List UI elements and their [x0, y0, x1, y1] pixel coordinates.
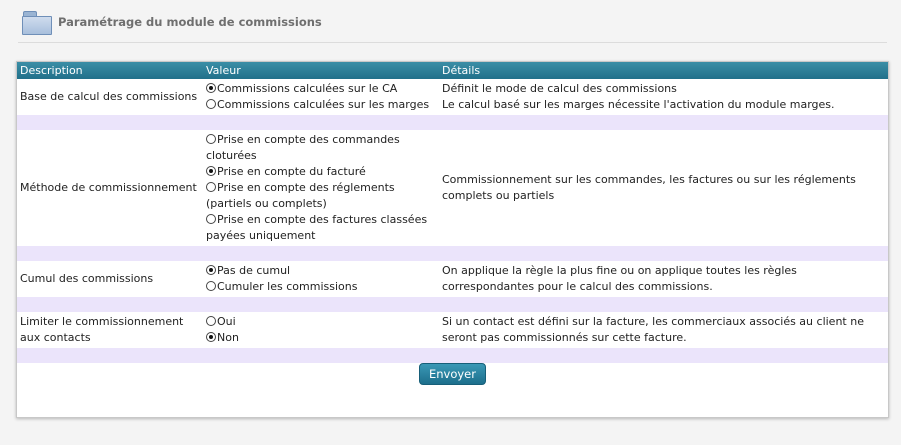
radio-option[interactable]: [206, 314, 436, 330]
radio-unchecked-icon[interactable]: [206, 182, 216, 192]
radio-option-label: Pas de cumul: [217, 264, 291, 277]
radio-checked-icon[interactable]: [206, 332, 216, 342]
setting-label: Cumul des commissions: [20, 272, 154, 285]
radio-option-label: Prise en compte du facturé: [217, 165, 366, 178]
setting-label: Limiter le commissionnement aux contacts: [20, 315, 184, 344]
setting-row: [17, 312, 888, 348]
radio-option-label: Commissions calculées sur le CA: [217, 82, 398, 95]
spacer-row: [17, 297, 888, 312]
radio-unchecked-icon[interactable]: [206, 134, 216, 144]
radio-unchecked-icon[interactable]: [206, 214, 216, 224]
setting-options: [203, 130, 439, 246]
setting-options: [203, 261, 439, 297]
radio-option[interactable]: [206, 81, 436, 97]
submit-button[interactable]: Envoyer: [419, 363, 486, 385]
spacer-row: [17, 115, 888, 130]
settings-table: [17, 62, 888, 363]
radio-option[interactable]: [206, 279, 436, 295]
radio-option[interactable]: [206, 164, 436, 180]
setting-options: [203, 312, 439, 348]
details-line: On applique la règle la plus fine ou on applique toutes les règles correspondantes pour le calcul des commissions.: [442, 264, 797, 293]
radio-option[interactable]: [206, 263, 436, 279]
settings-panel: [16, 61, 889, 418]
radio-unchecked-icon[interactable]: [206, 281, 216, 291]
setting-details: [439, 79, 888, 115]
header-divider: [18, 42, 887, 43]
submit-row: [17, 363, 888, 385]
folder-icon: [22, 10, 52, 34]
radio-unchecked-icon[interactable]: [206, 316, 216, 326]
radio-option[interactable]: [206, 180, 436, 212]
column-header-value: Valeur: [203, 62, 439, 79]
radio-unchecked-icon[interactable]: [206, 99, 216, 109]
setting-row: [17, 261, 888, 297]
setting-details: [439, 312, 888, 348]
radio-checked-icon[interactable]: [206, 166, 216, 176]
details-line: Définit le mode de calcul des commissions: [442, 82, 677, 95]
table-header-row: [17, 62, 888, 79]
setting-options: [203, 79, 439, 115]
radio-option[interactable]: [206, 132, 436, 164]
setting-label: Base de calcul des commissions: [20, 90, 198, 103]
setting-label: Méthode de commissionnement: [20, 181, 197, 194]
column-header-description: Description: [17, 62, 203, 79]
spacer-row: [17, 246, 888, 261]
radio-option[interactable]: [206, 97, 436, 113]
setting-details: [439, 261, 888, 297]
radio-checked-icon[interactable]: [206, 265, 216, 275]
spacer-row: [17, 348, 888, 363]
radio-option[interactable]: [206, 330, 436, 346]
radio-option[interactable]: [206, 212, 436, 244]
setting-row: [17, 79, 888, 115]
radio-option-label: Non: [217, 331, 239, 344]
radio-option-label: Prise en compte des commandes cloturées: [206, 133, 400, 162]
radio-checked-icon[interactable]: [206, 83, 216, 93]
radio-option-label: Prise en compte des réglements (partiels ou complets): [206, 181, 395, 210]
details-line: Commissionnement sur les commandes, les factures ou sur les réglements complets ou partiels: [442, 173, 856, 202]
column-header-details: Détails: [439, 62, 888, 79]
setting-row: [17, 130, 888, 246]
page-title: Paramétrage du module de commissions: [58, 15, 322, 29]
radio-option-label: Oui: [217, 315, 236, 328]
details-line: Si un contact est défini sur la facture, les commerciaux associés au client ne seront pas commissionnés sur cette facture.: [442, 315, 864, 344]
page-header: [22, 8, 322, 36]
radio-option-label: Commissions calculées sur les marges: [217, 98, 430, 111]
radio-option-label: Cumuler les commissions: [217, 280, 358, 293]
radio-option-label: Prise en compte des factures classées payées uniquement: [206, 213, 428, 242]
setting-details: [439, 130, 888, 246]
details-line: Le calcul basé sur les marges nécessite l'activation du module marges.: [442, 98, 835, 111]
